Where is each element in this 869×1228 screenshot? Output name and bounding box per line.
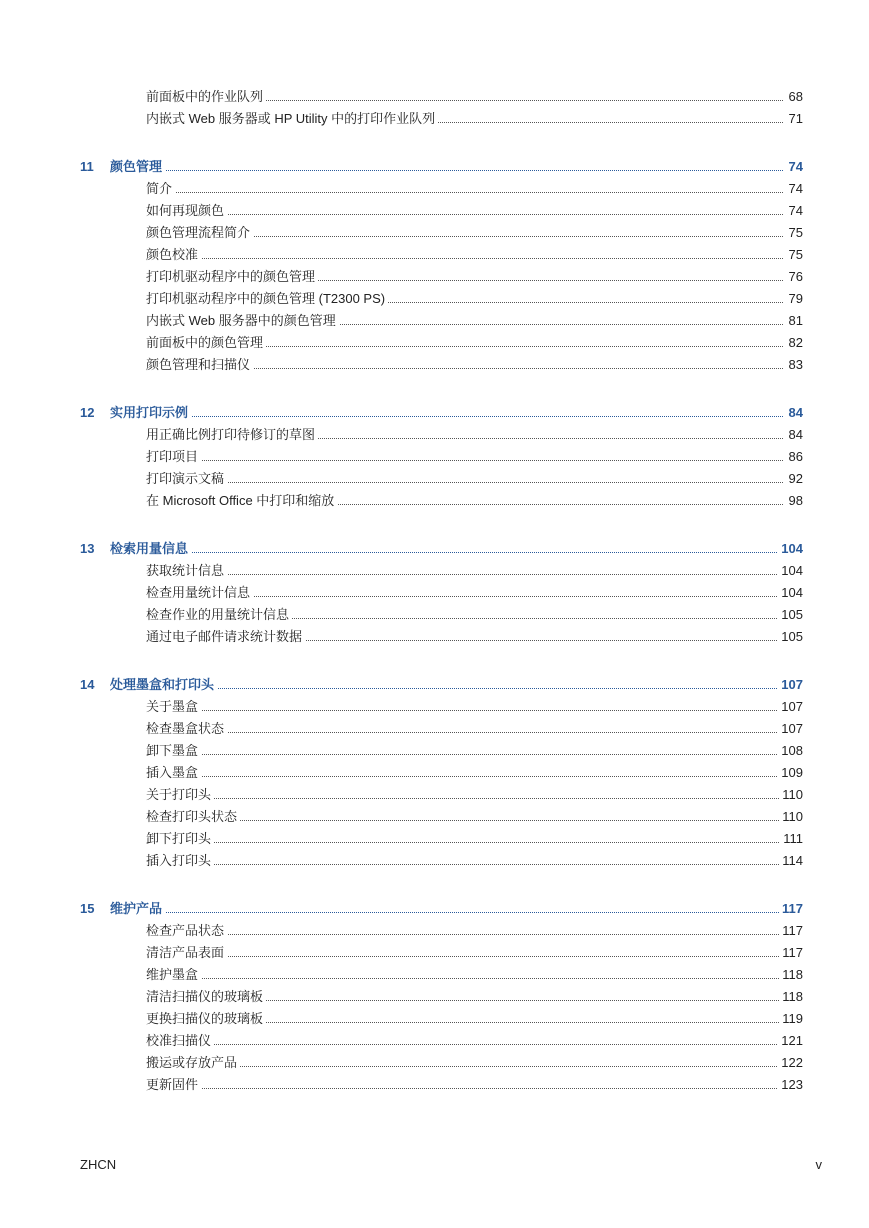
page-number: 114	[779, 850, 803, 872]
dot-leader	[146, 754, 783, 755]
footer-page-number: v	[815, 1157, 822, 1172]
page-number: 84	[786, 402, 803, 424]
page-number: 118	[779, 964, 803, 986]
section-title: 前面板中的作业队列	[146, 86, 266, 108]
section-title: 更换扫描仪的玻璃板	[146, 1008, 266, 1030]
page-number: 74	[786, 200, 803, 222]
page-number: 121	[778, 1030, 803, 1052]
section-title: 关于墨盒	[146, 696, 201, 718]
toc-section-entry[interactable]	[0, 850, 869, 872]
section-title: 检查产品状态	[146, 920, 227, 942]
page-number: 110	[779, 784, 803, 806]
page-number: 104	[778, 560, 803, 582]
page-number: 74	[786, 178, 803, 200]
dot-leader	[146, 864, 783, 865]
section-title: 检查作业的用量统计信息	[146, 604, 292, 626]
toc-section-entry[interactable]	[0, 604, 869, 626]
section-title: 打印机驱动程序中的颜色管理	[146, 266, 318, 288]
chapter-number: 12	[80, 405, 95, 420]
chapter-title: 颜色管理	[110, 156, 165, 178]
chapter-title: 实用打印示例	[110, 402, 191, 424]
table-of-contents	[0, 86, 869, 1096]
chapter-title: 处理墨盒和打印头	[110, 674, 217, 696]
section-title: 检查用量统计信息	[146, 582, 253, 604]
dot-leader	[146, 1066, 783, 1067]
section-title: 检查打印头状态	[146, 806, 240, 828]
page-number: 108	[778, 740, 803, 762]
toc-chapter-entry[interactable]	[0, 898, 869, 920]
page-number: 81	[786, 310, 803, 332]
toc-section-entry[interactable]	[0, 1008, 869, 1030]
toc-section-entry[interactable]	[0, 964, 869, 986]
toc-section-entry[interactable]	[0, 806, 869, 828]
toc-section-entry[interactable]	[0, 354, 869, 376]
section-title: 搬运或存放产品	[146, 1052, 240, 1074]
dot-leader	[110, 552, 783, 553]
page-number: 107	[778, 674, 803, 696]
section-title: 更新固件	[146, 1074, 201, 1096]
page-number: 119	[779, 1008, 803, 1030]
section-title: 内嵌式 Web 服务器或 HP Utility 中的打印作业队列	[146, 108, 438, 130]
dot-leader	[146, 934, 783, 935]
toc-section-entry[interactable]	[0, 200, 869, 222]
dot-leader	[146, 460, 783, 461]
dot-leader	[146, 798, 783, 799]
page-number: 74	[786, 156, 803, 178]
page-number: 68	[786, 86, 803, 108]
toc-section-entry[interactable]	[0, 696, 869, 718]
page-number: 75	[786, 244, 803, 266]
section-title: 清洁扫描仪的玻璃板	[146, 986, 266, 1008]
toc-section-entry[interactable]	[0, 424, 869, 446]
toc-section-entry[interactable]	[0, 310, 869, 332]
section-title: 用正确比例打印待修订的草图	[146, 424, 318, 446]
dot-leader	[146, 258, 783, 259]
dot-leader	[146, 820, 783, 821]
page-number: 105	[778, 626, 803, 648]
page-number: 86	[786, 446, 803, 468]
page-number: 110	[779, 806, 803, 828]
chapter-number: 13	[80, 541, 95, 556]
toc-section-entry[interactable]	[0, 828, 869, 850]
page-number: 122	[778, 1052, 803, 1074]
page-number: 84	[786, 424, 803, 446]
toc-section-entry[interactable]	[0, 446, 869, 468]
dot-leader	[110, 912, 783, 913]
toc-section-entry[interactable]	[0, 288, 869, 310]
section-title: 获取统计信息	[146, 560, 227, 582]
page-number: 82	[786, 332, 803, 354]
page-number: 117	[779, 920, 803, 942]
section-title: 卸下打印头	[146, 828, 214, 850]
page-number: 117	[779, 898, 803, 920]
page-number: 92	[786, 468, 803, 490]
dot-leader	[146, 956, 783, 957]
toc-section-entry[interactable]	[0, 266, 869, 288]
page-number: 71	[786, 108, 803, 130]
toc-section-entry[interactable]	[0, 490, 869, 512]
toc-section-entry[interactable]	[0, 740, 869, 762]
section-title: 打印项目	[146, 446, 201, 468]
toc-section-entry[interactable]	[0, 986, 869, 1008]
section-title: 检查墨盒状态	[146, 718, 227, 740]
toc-section-entry[interactable]	[0, 762, 869, 784]
section-title: 卸下墨盒	[146, 740, 201, 762]
section-title: 打印机驱动程序中的颜色管理 (T2300 PS)	[146, 288, 388, 310]
page-number: 109	[778, 762, 803, 784]
section-title: 颜色管理和扫描仪	[146, 354, 253, 376]
page-number: 83	[786, 354, 803, 376]
page-number: 117	[779, 942, 803, 964]
page-number: 107	[778, 718, 803, 740]
page-number: 118	[779, 986, 803, 1008]
section-title: 插入打印头	[146, 850, 214, 872]
chapter-title: 维护产品	[110, 898, 165, 920]
dot-leader	[146, 732, 783, 733]
footer-language-code: ZHCN	[80, 1157, 117, 1172]
section-title: 内嵌式 Web 服务器中的颜色管理	[146, 310, 339, 332]
page-number: 79	[786, 288, 803, 310]
toc-chapter-entry[interactable]	[0, 402, 869, 424]
toc-section-entry[interactable]	[0, 626, 869, 648]
toc-section-entry[interactable]	[0, 178, 869, 200]
page-number: 98	[786, 490, 803, 512]
page-number: 75	[786, 222, 803, 244]
toc-section-entry[interactable]	[0, 1052, 869, 1074]
dot-leader	[146, 710, 783, 711]
section-title: 在 Microsoft Office 中打印和缩放	[146, 490, 337, 512]
toc-section-entry[interactable]	[0, 86, 869, 108]
dot-leader	[146, 978, 783, 979]
dot-leader	[146, 482, 783, 483]
toc-section-entry[interactable]	[0, 1074, 869, 1096]
dot-leader	[146, 192, 783, 193]
dot-leader	[146, 842, 783, 843]
page-number: 76	[786, 266, 803, 288]
toc-section-entry[interactable]	[0, 1030, 869, 1052]
dot-leader	[146, 214, 783, 215]
chapter-number: 15	[80, 901, 95, 916]
toc-section-entry[interactable]	[0, 920, 869, 942]
section-title: 通过电子邮件请求统计数据	[146, 626, 305, 648]
dot-leader	[146, 776, 783, 777]
section-title: 颜色管理流程简介	[146, 222, 253, 244]
dot-leader	[110, 416, 783, 417]
toc-section-entry[interactable]	[0, 332, 869, 354]
page-number: 104	[778, 538, 803, 560]
chapter-number: 11	[80, 159, 94, 174]
dot-leader	[146, 1088, 783, 1089]
toc-section-entry[interactable]	[0, 784, 869, 806]
toc-chapter-entry[interactable]	[0, 674, 869, 696]
page-number: 104	[778, 582, 803, 604]
toc-section-entry[interactable]	[0, 108, 869, 130]
chapter-title: 检索用量信息	[110, 538, 191, 560]
toc-section-entry[interactable]	[0, 582, 869, 604]
dot-leader	[146, 1044, 783, 1045]
toc-section-entry[interactable]	[0, 468, 869, 490]
section-title: 如何再现颜色	[146, 200, 227, 222]
page-number: 105	[778, 604, 803, 626]
section-title: 清洁产品表面	[146, 942, 227, 964]
toc-chapter-entry[interactable]	[0, 156, 869, 178]
section-title: 打印演示文稿	[146, 468, 227, 490]
section-title: 前面板中的颜色管理	[146, 332, 266, 354]
chapter-number: 14	[80, 677, 95, 692]
toc-section-entry[interactable]	[0, 222, 869, 244]
section-title: 校准扫描仪	[146, 1030, 214, 1052]
section-title: 维护墨盒	[146, 964, 201, 986]
dot-leader	[146, 574, 783, 575]
toc-chapter-entry[interactable]	[0, 538, 869, 560]
section-title: 颜色校准	[146, 244, 201, 266]
page-number: 107	[778, 696, 803, 718]
section-title: 关于打印头	[146, 784, 214, 806]
toc-section-entry[interactable]	[0, 718, 869, 740]
toc-section-entry[interactable]	[0, 560, 869, 582]
page-number: 123	[778, 1074, 803, 1096]
toc-section-entry[interactable]	[0, 244, 869, 266]
page-number: 111	[780, 828, 803, 850]
section-title: 插入墨盒	[146, 762, 201, 784]
section-title: 简介	[146, 178, 175, 200]
dot-leader	[110, 170, 783, 171]
toc-section-entry[interactable]	[0, 942, 869, 964]
